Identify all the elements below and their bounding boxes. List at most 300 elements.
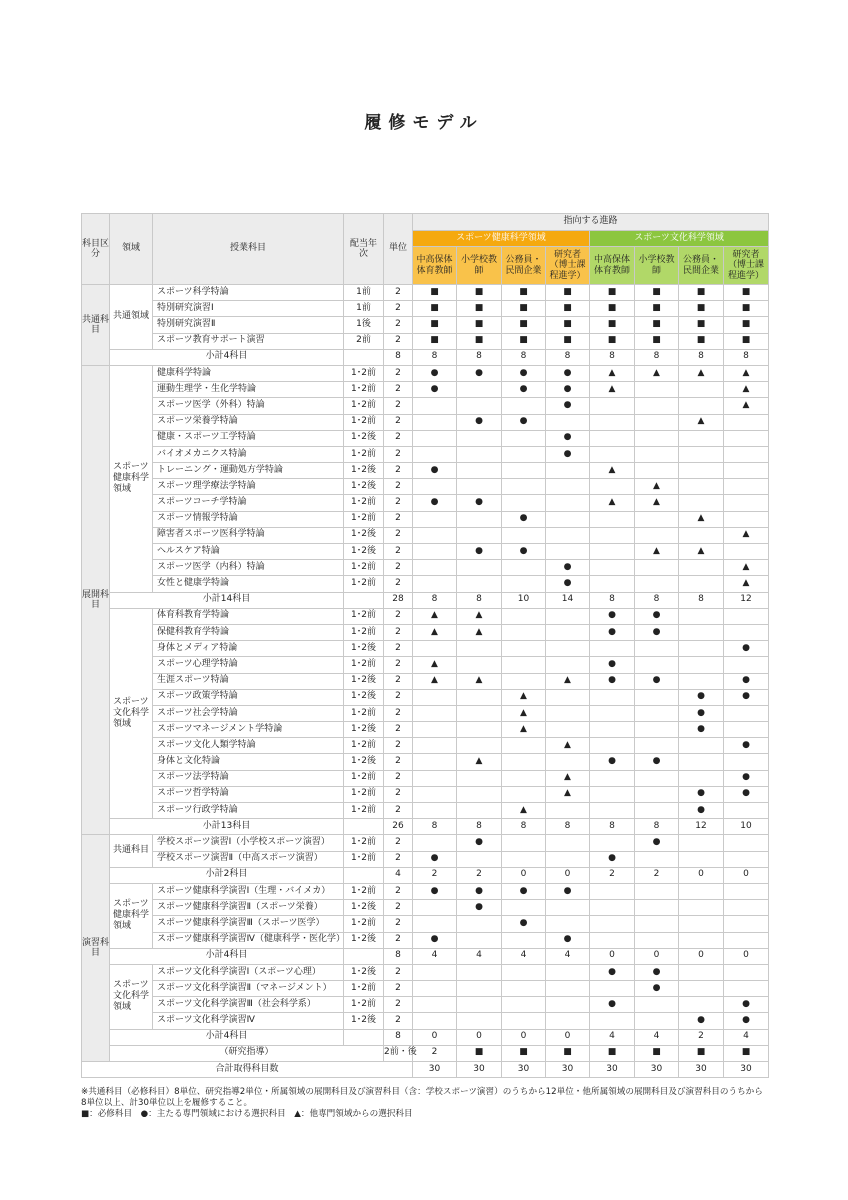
career-mark (679, 382, 724, 398)
credit-cell: 2 (384, 754, 413, 770)
career-mark (457, 430, 502, 446)
career-mark (413, 770, 457, 786)
year-cell: 1･2後 (344, 641, 384, 657)
career-mark: ● (413, 851, 457, 867)
career-mark: ● (724, 997, 769, 1013)
subject-cell: 身体と文化特論 (153, 754, 344, 770)
career-mark: ● (679, 803, 724, 819)
career-mark: 30 (679, 1062, 724, 1078)
year-cell: 1･2後 (344, 463, 384, 479)
career-mark: ■ (457, 317, 502, 333)
career-mark: ● (457, 900, 502, 916)
year-cell (344, 1029, 384, 1045)
career-mark: 0 (502, 1029, 546, 1045)
career-mark: ● (635, 981, 679, 997)
career-mark: 4 (457, 948, 502, 964)
career-mark: ● (502, 511, 546, 527)
career-mark (457, 916, 502, 932)
credit-cell: 2 (384, 285, 413, 301)
year-cell: 2前 (344, 333, 384, 349)
credit-cell: 2 (384, 851, 413, 867)
career-mark (635, 576, 679, 592)
career-mark (413, 576, 457, 592)
subject-cell: バイオメカニクス特論 (153, 446, 344, 462)
career-mark: ▲ (635, 365, 679, 381)
career-mark: 8 (502, 819, 546, 835)
career-mark (679, 997, 724, 1013)
subtotal-label: 小計4科目 (110, 349, 344, 365)
credit-cell: 2 (384, 301, 413, 317)
table-row (82, 333, 769, 349)
career-mark: ▲ (679, 414, 724, 430)
career-mark: 0 (635, 948, 679, 964)
credit-cell: 2 (384, 997, 413, 1013)
career-mark: 4 (590, 1029, 635, 1045)
career-mark: ● (413, 382, 457, 398)
table-row (82, 900, 769, 916)
career-mark: ▲ (590, 463, 635, 479)
year-cell: 1･2後 (344, 673, 384, 689)
career-mark (635, 430, 679, 446)
career-mark (679, 738, 724, 754)
career-mark: 30 (502, 1062, 546, 1078)
career-mark: ● (546, 883, 590, 899)
subject-cell: 健康・スポーツ工学特論 (153, 430, 344, 446)
career-mark: ● (546, 365, 590, 381)
career-mark (546, 495, 590, 511)
career-mark: ▲ (590, 382, 635, 398)
career-mark (413, 900, 457, 916)
year-cell: 1･2後 (344, 689, 384, 705)
career-mark (502, 479, 546, 495)
subject-cell: 運動生理学・生化学特論 (153, 382, 344, 398)
career-mark: 0 (724, 867, 769, 883)
career-mark (502, 560, 546, 576)
career-mark: 8 (546, 349, 590, 365)
year-cell: 1･2前 (344, 576, 384, 592)
subject-cell: 体育科教育学特論 (153, 608, 344, 624)
career-mark (590, 738, 635, 754)
career-mark (635, 1013, 679, 1029)
credit-cell: 2 (384, 414, 413, 430)
career-mark: ● (546, 932, 590, 948)
career-mark: ▲ (679, 365, 724, 381)
subject-cell: 身体とメディア特論 (153, 641, 344, 657)
career-mark (457, 997, 502, 1013)
career-mark (413, 722, 457, 738)
career-mark: ● (635, 754, 679, 770)
career-mark (635, 916, 679, 932)
area-cell: スポーツ健康科学領域 (110, 883, 153, 948)
header-category: 科目区分 (82, 214, 110, 285)
year-cell (344, 592, 384, 608)
credit-cell: 2 (384, 916, 413, 932)
subject-cell: スポーツ文化科学演習Ⅰ（スポーツ心理） (153, 964, 344, 980)
career-mark: 8 (724, 349, 769, 365)
career-mark: ■ (457, 333, 502, 349)
year-cell: 1前 (344, 285, 384, 301)
subject-cell: スポーツ行政学特論 (153, 803, 344, 819)
career-mark (457, 981, 502, 997)
career-mark (546, 624, 590, 640)
career-mark (457, 722, 502, 738)
career-mark (413, 430, 457, 446)
table-row (82, 657, 769, 673)
subject-cell: スポーツ教育サポート演習 (153, 333, 344, 349)
year-cell: 1･2前 (344, 981, 384, 997)
career-mark (590, 398, 635, 414)
year-cell: 1･2後 (344, 479, 384, 495)
credit-cell: 2 (384, 738, 413, 754)
credit-cell: 8 (384, 948, 413, 964)
career-mark: ▲ (502, 689, 546, 705)
career-mark (679, 576, 724, 592)
career-mark (546, 479, 590, 495)
career-mark (679, 495, 724, 511)
credit-cell: 2 (384, 1013, 413, 1029)
table-row (82, 835, 769, 851)
career-mark (590, 446, 635, 462)
career-mark (635, 722, 679, 738)
career-mark (635, 657, 679, 673)
subtotal-label: 小計14科目 (110, 592, 344, 608)
career-mark: ● (413, 365, 457, 381)
credit-cell: 2 (413, 1045, 457, 1061)
career-mark (546, 608, 590, 624)
career-mark (635, 803, 679, 819)
table-row (82, 446, 769, 462)
credit-cell: 8 (384, 349, 413, 365)
career-mark: ● (546, 382, 590, 398)
career-mark (502, 900, 546, 916)
career-mark (679, 981, 724, 997)
career-mark (590, 414, 635, 430)
subject-cell: 障害者スポーツ医科学特論 (153, 527, 344, 543)
year-cell: 1･2前 (344, 786, 384, 802)
career-mark: ■ (502, 333, 546, 349)
career-mark (457, 446, 502, 462)
table-row (82, 544, 769, 560)
career-mark: ■ (457, 285, 502, 301)
credit-cell: 2 (384, 511, 413, 527)
header-group-culture: スポーツ文化科学領域 (590, 231, 769, 247)
subject-cell: スポーツコーチ学特論 (153, 495, 344, 511)
career-mark: ● (590, 657, 635, 673)
subject-cell: スポーツ文化科学演習Ⅳ (153, 1013, 344, 1029)
career-mark (724, 414, 769, 430)
career-mark: ■ (679, 333, 724, 349)
research-label: （研究指導） (110, 1045, 384, 1061)
career-mark: ▲ (413, 624, 457, 640)
year-cell: 1･2前 (344, 738, 384, 754)
credit-cell: 2 (384, 657, 413, 673)
career-mark: ■ (546, 1045, 590, 1061)
year-cell: 1･2前 (344, 883, 384, 899)
year-cell: 1･2後 (344, 964, 384, 980)
career-mark (590, 479, 635, 495)
career-mark (679, 900, 724, 916)
career-mark: 12 (679, 819, 724, 835)
table-row (82, 1013, 769, 1029)
career-mark: ▲ (635, 544, 679, 560)
career-mark: ▲ (546, 738, 590, 754)
career-mark: 4 (502, 948, 546, 964)
year-cell: 1･2後 (344, 527, 384, 543)
table-row (82, 608, 769, 624)
career-mark (679, 835, 724, 851)
career-mark: ■ (724, 333, 769, 349)
career-mark (724, 883, 769, 899)
career-mark: ● (679, 705, 724, 721)
career-mark: ● (590, 964, 635, 980)
career-mark (724, 463, 769, 479)
career-mark: ■ (679, 1045, 724, 1061)
career-mark: ● (635, 835, 679, 851)
career-mark (502, 738, 546, 754)
career-mark (724, 835, 769, 851)
subject-cell: スポーツマネージメント学特論 (153, 722, 344, 738)
career-mark (457, 851, 502, 867)
career-mark: ■ (502, 317, 546, 333)
career-mark: 30 (546, 1062, 590, 1078)
credit-cell: 2 (384, 430, 413, 446)
career-mark (502, 754, 546, 770)
year-cell: 1前 (344, 301, 384, 317)
career-mark (413, 446, 457, 462)
credit-cell: 2 (384, 463, 413, 479)
year-cell: 1･2前 (344, 916, 384, 932)
credit-cell: 2 (384, 479, 413, 495)
career-mark (457, 1013, 502, 1029)
career-mark (502, 964, 546, 980)
career-mark (679, 463, 724, 479)
career-mark (546, 705, 590, 721)
career-mark: ▲ (502, 722, 546, 738)
career-mark: ■ (590, 301, 635, 317)
subject-cell: スポーツ健康科学演習Ⅱ（スポーツ栄養） (153, 900, 344, 916)
year-cell (344, 867, 384, 883)
career-mark: 8 (635, 349, 679, 365)
career-mark: ▲ (413, 608, 457, 624)
career-mark: 0 (590, 948, 635, 964)
credit-cell: 4 (384, 867, 413, 883)
career-mark (724, 495, 769, 511)
credit-cell: 2 (384, 527, 413, 543)
career-mark (724, 932, 769, 948)
career-mark (590, 705, 635, 721)
table-row (82, 803, 769, 819)
career-mark (502, 608, 546, 624)
table-row (82, 527, 769, 543)
table-row (82, 1045, 769, 1061)
career-mark (502, 657, 546, 673)
career-mark: 0 (413, 1029, 457, 1045)
career-mark (635, 463, 679, 479)
credit-cell: 2 (384, 446, 413, 462)
career-mark (413, 689, 457, 705)
career-mark (590, 900, 635, 916)
career-mark (413, 1013, 457, 1029)
table-row (82, 754, 769, 770)
career-mark (679, 608, 724, 624)
career-mark (457, 527, 502, 543)
career-mark (413, 398, 457, 414)
table-row (82, 738, 769, 754)
career-mark (546, 689, 590, 705)
subtotal-row (82, 1029, 769, 1045)
career-mark (679, 916, 724, 932)
subtotal-label: 小計4科目 (110, 948, 344, 964)
career-mark (413, 479, 457, 495)
table-row (82, 576, 769, 592)
career-mark (635, 446, 679, 462)
career-mark: 0 (679, 867, 724, 883)
year-cell: 1･2前 (344, 770, 384, 786)
career-mark: ■ (679, 285, 724, 301)
career-mark (724, 803, 769, 819)
career-mark (724, 964, 769, 980)
subject-cell: スポーツ心理学特論 (153, 657, 344, 673)
subtotal-row (82, 948, 769, 964)
career-mark (413, 981, 457, 997)
career-mark (502, 576, 546, 592)
career-mark (502, 463, 546, 479)
career-mark: ■ (546, 285, 590, 301)
career-mark: ▲ (457, 673, 502, 689)
career-mark (635, 560, 679, 576)
career-mark: ▲ (457, 754, 502, 770)
career-mark: ● (724, 738, 769, 754)
career-mark (546, 657, 590, 673)
career-mark (590, 883, 635, 899)
header-career-col: 研究者（博士課程進学） (724, 247, 769, 285)
career-mark (502, 997, 546, 1013)
career-mark: ● (724, 1013, 769, 1029)
header-career-col: 小学校教師 (635, 247, 679, 285)
career-mark: ● (635, 624, 679, 640)
category-cell: 共通科目 (82, 285, 110, 366)
career-mark (502, 851, 546, 867)
area-cell: 共通科目 (110, 835, 153, 867)
career-mark: 8 (413, 349, 457, 365)
year-cell: 1･2前 (344, 414, 384, 430)
career-mark (413, 738, 457, 754)
career-mark (679, 932, 724, 948)
career-mark: ● (635, 608, 679, 624)
table-row (82, 964, 769, 980)
subject-cell: スポーツ健康科学演習Ⅰ（生理・バイメカ） (153, 883, 344, 899)
career-mark: ● (679, 1013, 724, 1029)
career-mark: ● (724, 786, 769, 802)
career-mark: ▲ (546, 786, 590, 802)
career-mark (413, 641, 457, 657)
career-mark: 8 (546, 819, 590, 835)
career-mark (724, 511, 769, 527)
table-row (82, 705, 769, 721)
subject-cell: 健康科学特論 (153, 365, 344, 381)
career-mark: ● (679, 786, 724, 802)
total-row (82, 1062, 769, 1078)
career-mark (590, 932, 635, 948)
career-mark (724, 446, 769, 462)
career-mark: 8 (413, 819, 457, 835)
career-mark (546, 997, 590, 1013)
credit-cell: 2 (384, 932, 413, 948)
career-mark (546, 851, 590, 867)
career-mark: 30 (413, 1062, 457, 1078)
career-mark: ● (502, 883, 546, 899)
career-mark: ● (457, 414, 502, 430)
career-mark: ● (457, 495, 502, 511)
year-cell: 1･2前 (344, 705, 384, 721)
subject-cell: スポーツ情報学特論 (153, 511, 344, 527)
subtotal-row (82, 819, 769, 835)
career-mark (546, 964, 590, 980)
table-row (82, 285, 769, 301)
career-mark (679, 479, 724, 495)
career-mark: ● (724, 689, 769, 705)
career-mark: ▲ (590, 495, 635, 511)
career-mark: ● (590, 624, 635, 640)
career-mark (546, 722, 590, 738)
subject-cell: スポーツ社会学特論 (153, 705, 344, 721)
table-row (82, 317, 769, 333)
career-mark (635, 527, 679, 543)
year-cell: 2前・後 (384, 1045, 413, 1061)
career-mark (457, 463, 502, 479)
career-mark: ● (413, 495, 457, 511)
career-mark (502, 932, 546, 948)
header-subject: 授業科目 (153, 214, 344, 285)
career-mark (679, 398, 724, 414)
career-mark: ● (679, 689, 724, 705)
table-row (82, 624, 769, 640)
year-cell: 1･2前 (344, 446, 384, 462)
career-mark (502, 786, 546, 802)
credit-cell: 2 (384, 398, 413, 414)
credit-cell: 2 (384, 673, 413, 689)
career-mark (635, 414, 679, 430)
subject-cell: スポーツ健康科学演習Ⅳ（健康科学・医化学） (153, 932, 344, 948)
career-mark: ▲ (724, 576, 769, 592)
career-mark: ■ (457, 1045, 502, 1061)
career-mark (635, 883, 679, 899)
career-mark: ▲ (590, 365, 635, 381)
career-mark: ■ (635, 317, 679, 333)
header-career-col: 小学校教師 (457, 247, 502, 285)
credit-cell: 2 (384, 495, 413, 511)
career-mark: ▲ (457, 608, 502, 624)
career-mark (590, 560, 635, 576)
header-career-col: 中高保体体育教師 (413, 247, 457, 285)
career-mark (502, 835, 546, 851)
table-row (82, 382, 769, 398)
career-mark (457, 560, 502, 576)
table-row (82, 430, 769, 446)
credit-cell: 2 (384, 365, 413, 381)
career-mark (635, 738, 679, 754)
career-mark: ● (590, 608, 635, 624)
career-mark: ■ (413, 285, 457, 301)
career-mark: ▲ (546, 770, 590, 786)
career-mark (679, 964, 724, 980)
career-mark (457, 705, 502, 721)
career-mark (502, 673, 546, 689)
career-mark (724, 430, 769, 446)
career-mark: ■ (413, 333, 457, 349)
subject-cell: スポーツ文化人類学特論 (153, 738, 344, 754)
career-mark: ■ (590, 1045, 635, 1061)
